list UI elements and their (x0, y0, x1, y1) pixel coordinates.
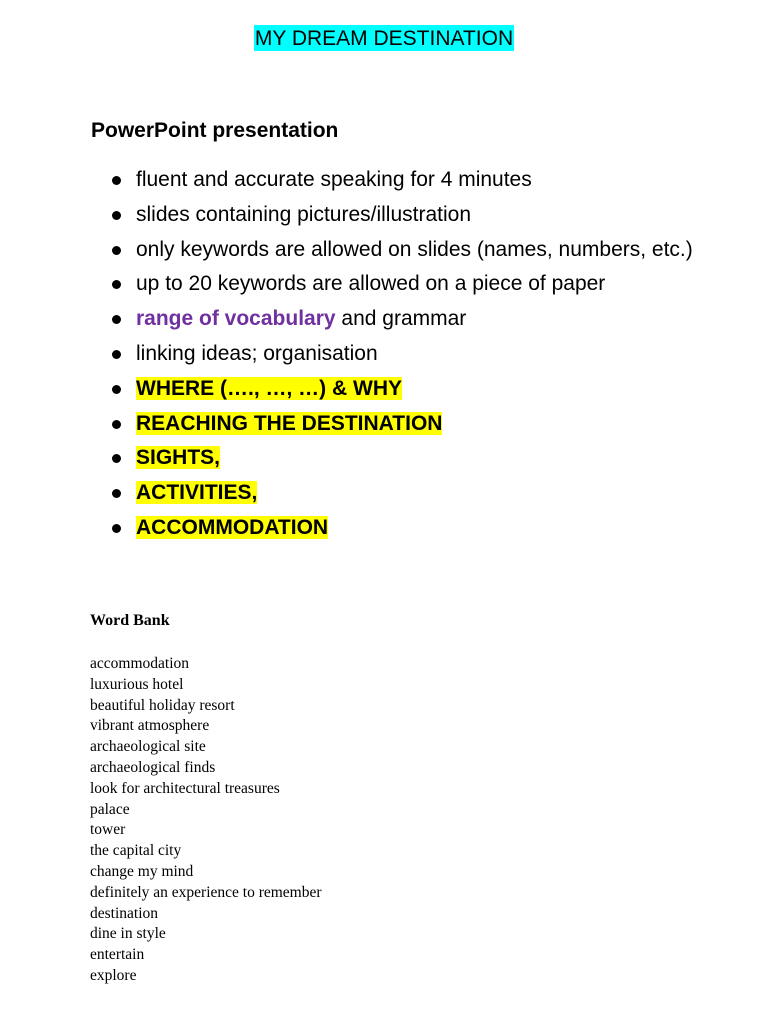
bullet-icon (112, 246, 121, 255)
word-bank-item: vibrant atmosphere (90, 717, 210, 735)
word-bank-item: the capital city (90, 842, 182, 860)
word-bank-item: archaeological finds (90, 758, 216, 776)
highlighted-keyword: WHERE (…., …, …) & WHY (136, 376, 402, 400)
highlighted-requirement-item (91, 372, 731, 407)
word-bank-item: beautiful holiday resort (90, 696, 235, 714)
requirement-item (91, 198, 731, 233)
requirement-text: fluent and accurate speaking for 4 minutes (136, 168, 532, 191)
highlighted-keyword: ACTIVITIES, (136, 481, 258, 505)
word-bank-item: tower (90, 821, 126, 839)
word-bank-list (90, 654, 322, 987)
bullet-icon (112, 454, 121, 463)
highlighted-requirement-item (91, 476, 731, 511)
word-bank-title: Word Bank (90, 612, 170, 629)
requirement-item (91, 337, 731, 372)
requirement-text: and grammar (335, 307, 467, 331)
word-bank-item: change my mind (90, 862, 194, 880)
word-bank-item: dine in style (90, 925, 166, 943)
requirement-item (91, 233, 731, 268)
highlighted-requirement-item (91, 407, 731, 442)
requirement-item (91, 302, 731, 337)
requirement-text: up to 20 keywords are allowed on a piece of paper (136, 272, 606, 296)
requirement-text: linking ideas; organisation (136, 341, 378, 365)
bullet-icon (112, 350, 121, 359)
document-title: MY DREAM DESTINATION (254, 27, 514, 50)
requirement-text: slides containing pictures/illustration (136, 202, 472, 226)
word-bank-item: destination (90, 904, 159, 922)
bullet-icon (112, 420, 121, 429)
vocabulary-emphasis: range of vocabulary (136, 307, 336, 331)
requirement-text: only keywords are allowed on slides (names, numbers, etc.) (136, 237, 693, 261)
highlighted-requirement-item (91, 441, 731, 476)
highlighted-keyword: REACHING THE DESTINATION (136, 411, 443, 435)
word-bank-item: accommodation (90, 655, 189, 672)
word-bank-item: explore (90, 966, 137, 984)
requirement-item (91, 267, 731, 302)
bullet-icon (112, 489, 121, 498)
requirements-list (91, 163, 731, 546)
highlighted-requirement-item (91, 511, 731, 546)
word-bank-item: palace (90, 800, 130, 818)
bullet-icon (112, 385, 121, 394)
requirement-item (91, 163, 731, 198)
word-bank-item: look for architectural treasures (90, 779, 280, 797)
word-bank-item: archaeological site (90, 738, 206, 756)
word-bank-item: definitely an experience to remember (90, 883, 322, 901)
highlighted-keyword: ACCOMMODATION (136, 515, 329, 539)
bullet-icon (112, 176, 121, 185)
word-bank-item: entertain (90, 946, 145, 964)
document-title-wrapper (0, 27, 768, 51)
highlighted-keyword: SIGHTS, (136, 446, 221, 470)
bullet-icon (112, 524, 121, 533)
bullet-icon (112, 315, 121, 324)
bullet-icon (112, 280, 121, 289)
bullet-icon (112, 211, 121, 220)
section-subtitle: PowerPoint presentation (91, 119, 339, 142)
word-bank-item: luxurious hotel (90, 675, 184, 693)
